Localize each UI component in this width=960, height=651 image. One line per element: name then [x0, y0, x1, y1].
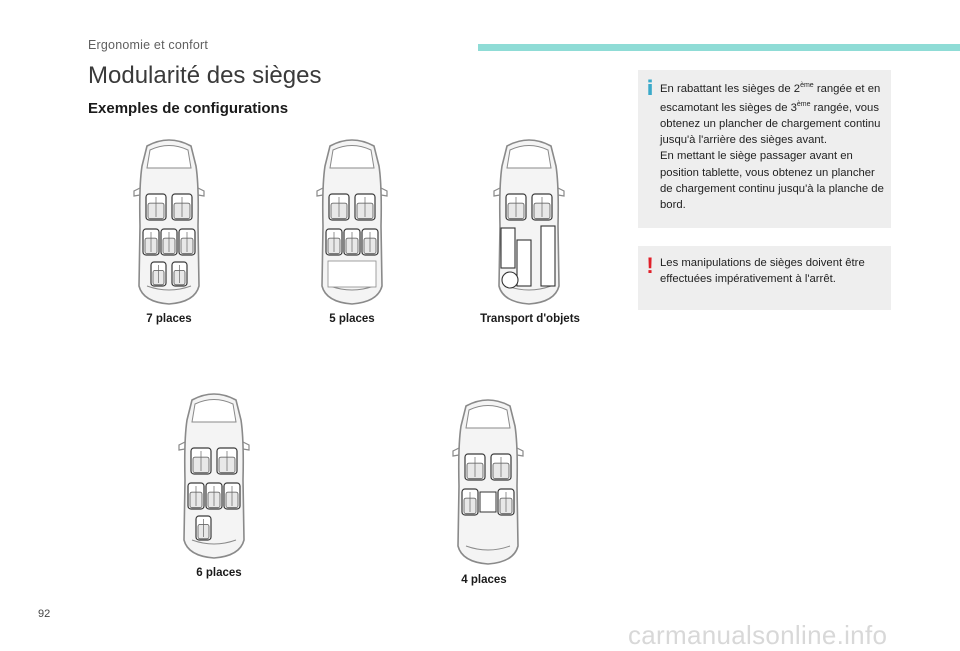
section-accent-bar — [478, 44, 960, 51]
car-top-view-icon — [452, 396, 524, 566]
car-top-view-icon — [133, 136, 205, 306]
diagram-6-places — [178, 390, 250, 560]
caption-7-places: 7 places — [146, 313, 192, 325]
warning-note — [638, 246, 891, 310]
caption-5-places: 5 places — [329, 313, 375, 325]
info-icon: i — [646, 76, 654, 100]
watermark: carmanualsonline.info — [628, 620, 888, 650]
configurations-subtitle: Exemples de configurations — [88, 100, 289, 117]
caption-6-places: 6 places — [196, 567, 242, 579]
warning-note-text: Les manipulations de sièges doivent être effectuées impérativement à l'arrêt. — [660, 257, 865, 286]
warning-icon: ! — [646, 253, 654, 278]
page-title: Modularité des sièges — [88, 62, 322, 89]
page-number: 92 — [38, 608, 51, 620]
diagram-7-places — [133, 136, 205, 306]
diagram-4-places — [452, 396, 524, 566]
caption-transport-objets: Transport d'objets — [480, 313, 580, 325]
car-top-view-icon — [493, 136, 565, 306]
diagram-transport-objets — [493, 136, 565, 306]
section-label: Ergonomie et confort — [88, 38, 209, 52]
diagram-5-places — [316, 136, 388, 306]
info-note — [638, 70, 891, 228]
car-top-view-icon — [178, 390, 250, 560]
car-top-view-icon — [316, 136, 388, 306]
info-note-text: En rabattant les sièges de 2ème rangée et en escamotant les sièges de 3ème rangée, vous obtenez un plancher de chargement continu jusqu'à l'arrière des sièges avant. En mettant le siège passager avant en position tablette, vous obtenez un plancher de chargement continu jusqu'à la planche de bord. — [660, 82, 884, 211]
caption-4-places: 4 places — [461, 574, 507, 586]
